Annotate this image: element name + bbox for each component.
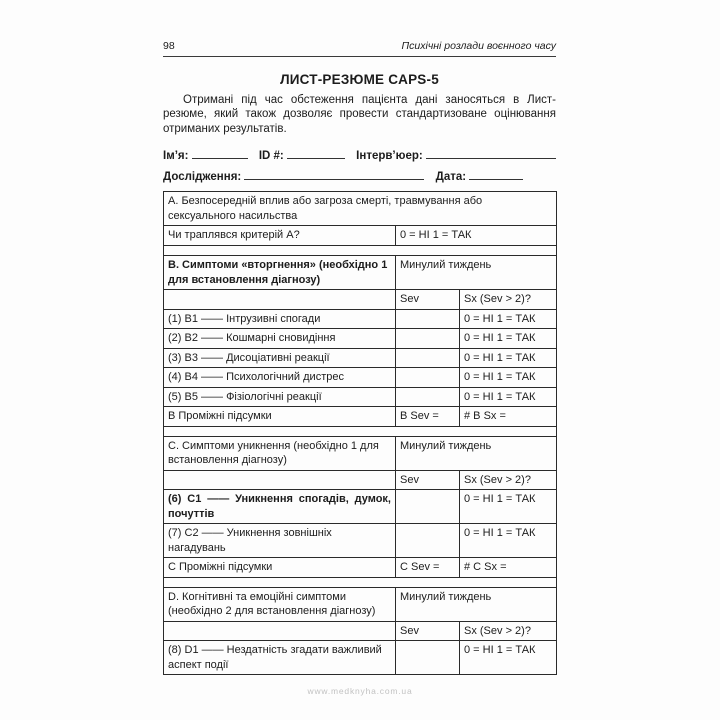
section-c-header-row [164, 436, 557, 470]
section-d-header: D. Когнітивні та емоційні симптоми (необхідно 2 для встановлення діагнозу) [164, 587, 396, 621]
subtotal-sev: B Sev = [396, 407, 460, 427]
running-title: Психічні розлади воєнного часу [401, 40, 556, 52]
symptom-row-b1 [164, 309, 557, 329]
interviewer-label: Інтерв’юер: [356, 150, 423, 163]
section-d-header-row [164, 587, 557, 621]
criterion-a-row [164, 226, 557, 246]
sx-answer-cell: 0 = НІ 1 = ТАК [460, 309, 557, 329]
symptom-label: (6) C1 —— Уникнення спогадів, думок, почуттів [164, 490, 396, 524]
empty-cell [164, 470, 396, 490]
sev-score-cell [396, 641, 460, 675]
section-b-past-week: Минулий тиждень [396, 256, 557, 290]
spacer-cell [164, 246, 557, 256]
page-title: ЛИСТ-РЕЗЮМЕ CAPS-5 [280, 72, 439, 87]
sev-column-header: Sev [396, 621, 460, 641]
subtotal-sx: # C Sx = [460, 558, 557, 578]
symptom-label: (4) B4 —— Психологічний дистрес [164, 368, 396, 388]
spacer-cell [164, 577, 557, 587]
id-label: ID #: [258, 150, 284, 163]
section-c-subtotal-row [164, 558, 557, 578]
section-b-columns-row [164, 290, 557, 310]
name-blank [192, 148, 248, 159]
subtotal-sx: # B Sx = [460, 407, 557, 427]
symptom-row-c2 [164, 524, 557, 558]
symptom-row-c1 [164, 490, 557, 524]
running-header [163, 40, 556, 57]
symptom-label: (3) B3 —— Дисоціативні реакції [164, 348, 396, 368]
symptom-label: (5) B5 —— Фізіологічні реакції [164, 387, 396, 407]
study-blank [244, 169, 424, 180]
subtotal-label: С Проміжні підсумки [164, 558, 396, 578]
date-label: Дата: [435, 171, 467, 184]
sev-column-header: Sev [396, 470, 460, 490]
subtotal-sev: C Sev = [396, 558, 460, 578]
section-d-columns-row [164, 621, 557, 641]
date-blank [469, 169, 523, 180]
symptom-label: (8) D1 —— Нездатність згадати важливий аспект події [164, 641, 396, 675]
sx-column-header: Sx (Sev > 2)? [460, 470, 557, 490]
symptom-label: (1) B1 —— Інтрузивні спогади [164, 309, 396, 329]
section-c-past-week: Минулий тиждень [396, 436, 557, 470]
sx-answer-cell: 0 = НІ 1 = ТАК [460, 348, 557, 368]
symptom-row-b2 [164, 329, 557, 349]
sx-column-header: Sx (Sev > 2)? [460, 290, 557, 310]
section-c-columns-row [164, 470, 557, 490]
symptom-row-b5 [164, 387, 557, 407]
sev-score-cell [396, 309, 460, 329]
page-number: 98 [163, 40, 175, 52]
id-blank [287, 148, 345, 159]
sx-answer-cell: 0 = НІ 1 = ТАК [460, 524, 557, 558]
study-label: Дослідження: [163, 171, 242, 184]
symptom-row-b3 [164, 348, 557, 368]
spacer-row [164, 246, 557, 256]
sev-score-cell [396, 329, 460, 349]
empty-cell [164, 621, 396, 641]
sx-column-header: Sx (Sev > 2)? [460, 621, 557, 641]
symptom-label: (2) B2 —— Кошмарні сновидіння [164, 329, 396, 349]
symptom-label: (7) C2 —— Уникнення зовнішніх нагадувань [164, 524, 396, 558]
document-page [163, 40, 556, 675]
sev-score-cell [396, 490, 460, 524]
sev-score-cell [396, 387, 460, 407]
section-d-past-week: Минулий тиждень [396, 587, 557, 621]
sev-column-header: Sev [396, 290, 460, 310]
symptom-row-b4 [164, 368, 557, 388]
sev-score-cell [396, 348, 460, 368]
section-b-header: В. Симптоми «вторгнення» (необхідно 1 для встановлення діагнозу) [164, 256, 396, 290]
symptom-row-d1 [164, 641, 557, 675]
section-c-header: С. Симптоми уникнення (необхідно 1 для встановлення діагнозу) [164, 436, 396, 470]
sev-score-cell [396, 524, 460, 558]
sx-answer-cell: 0 = НІ 1 = ТАК [460, 641, 557, 675]
intro-paragraph: Отримані під час обстеження пацієнта дані заносяться в Лист-резюме, який також дозволяє провести стандартизоване оцінювання отриманих результатів. [163, 94, 556, 135]
caps5-summary-table [163, 191, 557, 675]
criterion-a-header: А. Безпосередній вплив або загроза смерті, травмування або сексуального насильства [164, 192, 557, 226]
criterion-a-answer: 0 = НІ 1 = ТАК [396, 226, 557, 246]
spacer-cell [164, 426, 557, 436]
name-label: Ім’я: [163, 150, 189, 163]
form-line-identity [163, 148, 556, 162]
section-b-header-row [164, 256, 557, 290]
spacer-row [164, 577, 557, 587]
sx-answer-cell: 0 = НІ 1 = ТАК [460, 490, 557, 524]
footer-url: www.medknyha.com.ua [307, 686, 413, 696]
interviewer-blank [426, 148, 556, 159]
criterion-a-question: Чи траплявся критерій А? [164, 226, 396, 246]
sx-answer-cell: 0 = НІ 1 = ТАК [460, 387, 557, 407]
section-b-subtotal-row [164, 407, 557, 427]
spacer-row [164, 426, 557, 436]
sx-answer-cell: 0 = НІ 1 = ТАК [460, 329, 557, 349]
criterion-a-header-row [164, 192, 557, 226]
form-line-study [163, 169, 556, 183]
sev-score-cell [396, 368, 460, 388]
subtotal-label: В Проміжні підсумки [164, 407, 396, 427]
sx-answer-cell: 0 = НІ 1 = ТАК [460, 368, 557, 388]
empty-cell [164, 290, 396, 310]
